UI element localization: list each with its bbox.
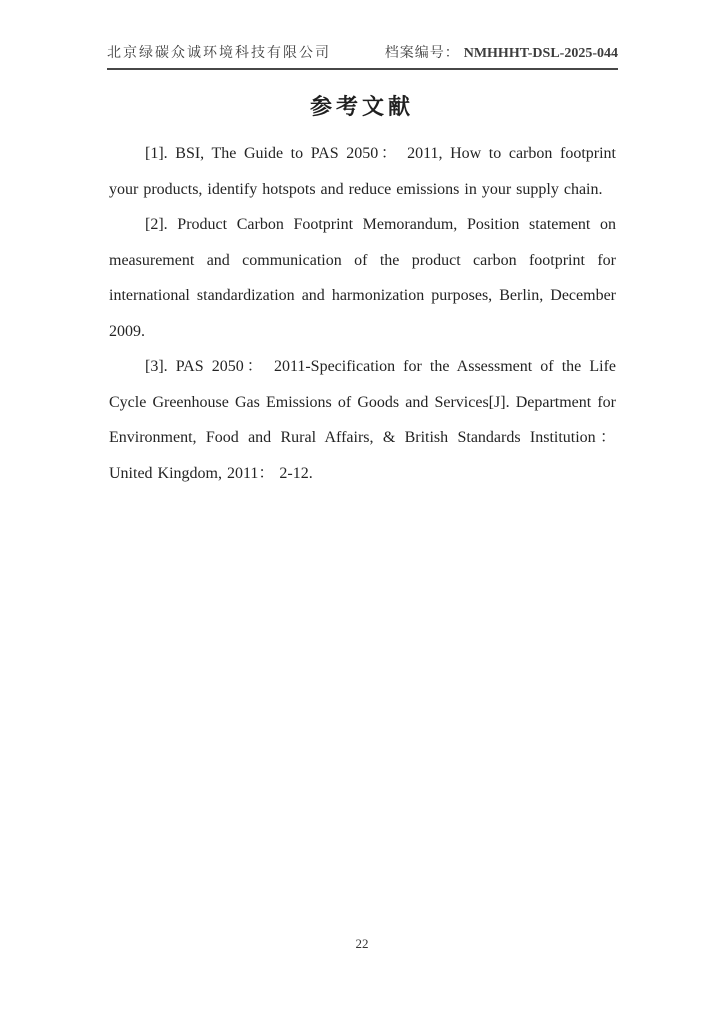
- page-footer: [0, 936, 724, 952]
- reference-entry-1: [1]. BSI, The Guide to PAS 2050： 2011, How to carbon footprint your products, identify hotspots and reduce emissions in your supply chain.: [109, 145, 616, 198]
- document-id-label: 档案编号：: [384, 46, 460, 61]
- page-number: 22: [355, 936, 369, 951]
- reference-entry-3: [3]. PAS 2050： 2011-Specification for the Assessment of the Life Cycle Greenhouse Gas Emissions of Goods and Services[J]. Department for Environment, Food and Rural Affairs, & British Standards Institution： United Kingdom, 2011： 2-12.: [109, 358, 616, 482]
- references-section: [109, 136, 616, 491]
- page-header: [107, 44, 618, 70]
- reference-entry-2: [2]. Product Carbon Footprint Memorandum, Position statement on measurement and communication of the product carbon footprint for international standardization and harmonization purposes, Berlin, December 2009.: [109, 216, 616, 340]
- company-name: 北京绿碳众诚环境科技有限公司: [107, 46, 331, 61]
- page-title: 参考文献: [309, 94, 414, 119]
- document-id: [385, 44, 618, 63]
- document-id-value: NMHHHT-DSL-2025-044: [463, 46, 618, 61]
